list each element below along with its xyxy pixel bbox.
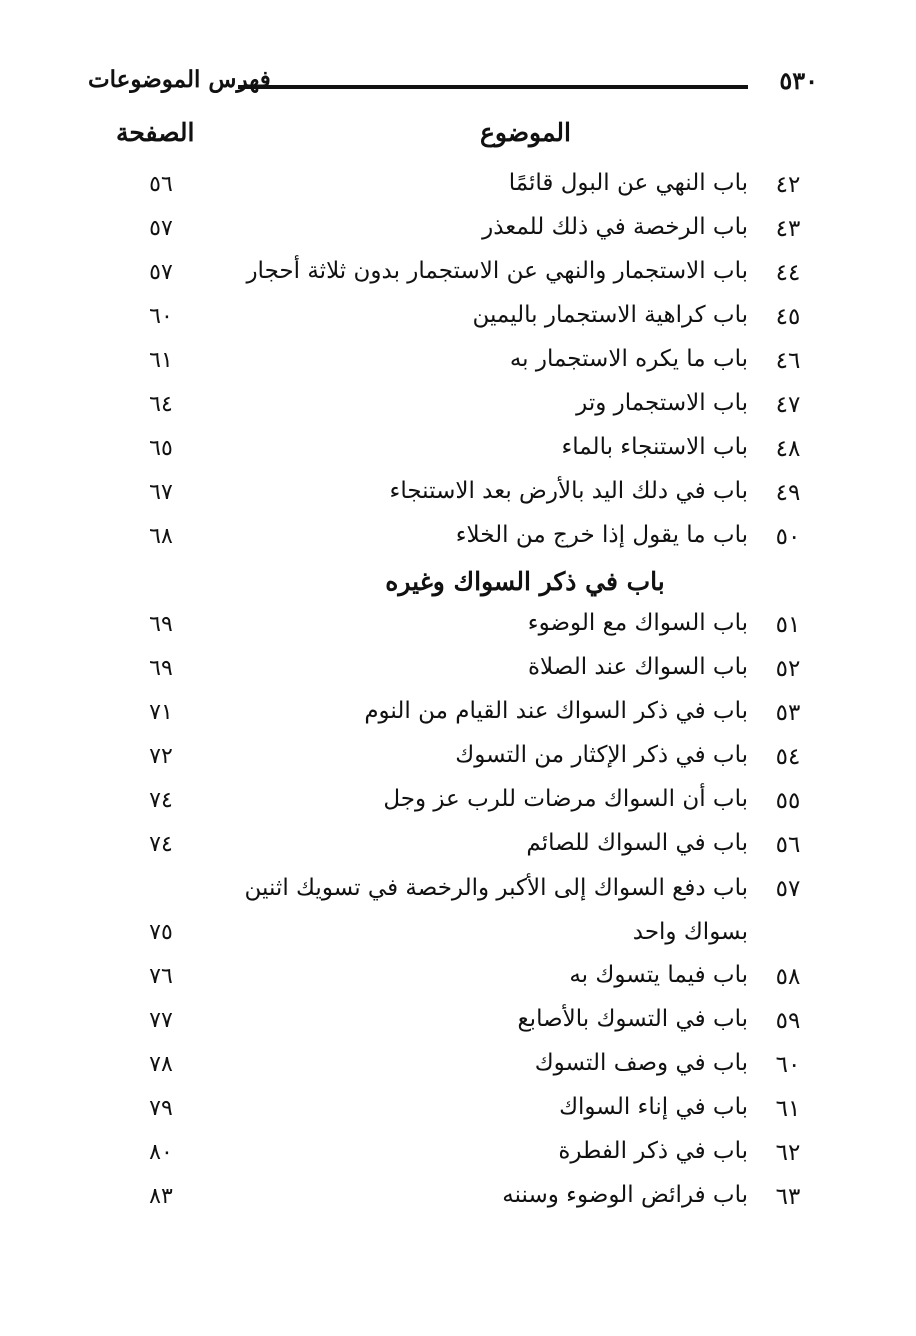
entry-title: باب دفع السواك إلى الأكبر والرخصة في تسويك اثنين بسواك واحد <box>244 875 748 945</box>
entry-row <box>100 1002 820 1046</box>
entry-title: باب الاستنجاء بالماء <box>561 434 748 460</box>
entry-page-number: ٧٥ <box>149 920 173 945</box>
entry-row <box>100 826 820 870</box>
entry-number: ٤٦ <box>775 348 801 374</box>
entry-page-number: ٧٤ <box>149 832 173 857</box>
entry-page-number: ٨٠ <box>149 1140 173 1165</box>
entry-group-2 <box>100 606 820 1222</box>
entry-row <box>100 1046 820 1090</box>
header-title: فهرس الموضوعات <box>88 66 271 93</box>
entry-number: ٥٦ <box>775 832 801 858</box>
entry-number: ٥٩ <box>775 1008 801 1034</box>
entry-row <box>100 1090 820 1134</box>
entry-page-number: ٧٦ <box>149 964 173 989</box>
entry-number: ٤٩ <box>775 480 801 506</box>
entry-title: باب في وصف التسوك <box>534 1050 748 1076</box>
entry-title: باب الاستجمار وتر <box>576 390 748 416</box>
entry-title: باب النهي عن البول قائمًا <box>508 170 748 196</box>
entry-title: باب في السواك للصائم <box>526 830 748 856</box>
entry-title: باب أن السواك مرضات للرب عز وجل <box>383 786 748 812</box>
entry-title: باب الرخصة في ذلك للمعذر <box>482 214 748 240</box>
section-heading: باب في ذكر السواك وغيره <box>385 567 665 596</box>
entry-page-number: ٦٩ <box>149 656 173 681</box>
entry-number: ٦٣ <box>775 1184 801 1210</box>
entry-page-number: ٧٢ <box>149 744 173 769</box>
entry-title: باب الاستجمار والنهي عن الاستجمار بدون ثلاثة أحجار <box>246 258 748 284</box>
entry-title: باب كراهية الاستجمار باليمين <box>472 302 748 328</box>
entry-page-number: ٥٦ <box>149 172 173 197</box>
entry-number: ٥٤ <box>775 744 801 770</box>
entry-number: ٦٢ <box>775 1140 801 1166</box>
entry-number: ٦٠ <box>775 1052 801 1078</box>
entry-number: ٤٨ <box>775 436 801 462</box>
entry-row <box>100 870 820 958</box>
entry-number: ٥٢ <box>775 656 801 682</box>
entry-row <box>100 606 820 650</box>
entry-row <box>100 518 820 562</box>
entry-page-number: ٧٤ <box>149 788 173 813</box>
entry-title: باب في التسوك بالأصابع <box>517 1006 748 1032</box>
running-header <box>88 64 818 104</box>
entry-title: باب في إناء السواك <box>559 1094 748 1120</box>
entry-row <box>100 782 820 826</box>
entry-row <box>100 386 820 430</box>
column-heading-page: الصفحة <box>116 118 195 147</box>
entry-title: باب السواك مع الوضوء <box>527 610 748 636</box>
entry-number: ٥٨ <box>775 964 801 990</box>
entry-row <box>100 254 820 298</box>
contents-list <box>100 166 820 1222</box>
entry-row <box>100 342 820 386</box>
entry-title: باب في ذكر السواك عند القيام من النوم <box>364 698 748 724</box>
entry-row <box>100 210 820 254</box>
entry-row <box>100 298 820 342</box>
entry-page-number: ٥٧ <box>149 216 173 241</box>
entry-row <box>100 694 820 738</box>
entry-title: باب فيما يتسوك به <box>569 962 748 988</box>
entry-page-number: ٨٣ <box>149 1184 173 1209</box>
entry-number: ٥٣ <box>775 700 801 726</box>
entry-page-number: ٦٤ <box>149 392 173 417</box>
entry-page-number: ٧٧ <box>149 1008 173 1033</box>
header-page-number: ٥٣٠ <box>779 66 818 95</box>
entry-page-number: ٧٩ <box>149 1096 173 1121</box>
entry-title: باب في ذكر الفطرة <box>558 1138 748 1164</box>
entry-title: باب في ذكر الإكثار من التسوك <box>455 742 748 768</box>
entry-number: ٥٥ <box>775 788 801 814</box>
entry-page-number: ٦٨ <box>149 524 173 549</box>
entry-row <box>100 738 820 782</box>
entry-row <box>100 650 820 694</box>
column-heading-topic: الموضوع <box>480 118 571 147</box>
entry-page-number: ٦٠ <box>149 304 173 329</box>
entry-row <box>100 1134 820 1178</box>
entry-row <box>100 958 820 1002</box>
entry-row <box>100 430 820 474</box>
entry-title: باب في دلك اليد بالأرض بعد الاستنجاء <box>389 478 748 504</box>
entry-page-number: ٦٧ <box>149 480 173 505</box>
entry-page-number: ٧٨ <box>149 1052 173 1077</box>
entry-page-number: ٦١ <box>149 348 173 373</box>
entry-page-number: ٧١ <box>149 700 173 725</box>
entry-title: باب ما يقول إذا خرج من الخلاء <box>455 522 748 548</box>
entry-number: ٤٣ <box>775 216 801 242</box>
entry-title: باب ما يكره الاستجمار به <box>509 346 748 372</box>
entry-number: ٥١ <box>775 612 801 638</box>
header-rule <box>238 85 748 89</box>
entry-title: باب السواك عند الصلاة <box>528 654 748 680</box>
entry-number: ٤٧ <box>775 392 801 418</box>
entry-title: باب فرائض الوضوء وسننه <box>502 1182 748 1208</box>
entry-group-1 <box>100 166 820 562</box>
entry-row <box>100 474 820 518</box>
entry-page-number: ٦٥ <box>149 436 173 461</box>
entry-page-number: ٥٧ <box>149 260 173 285</box>
entry-number: ٦١ <box>775 1096 801 1122</box>
entry-page-number: ٦٩ <box>149 612 173 637</box>
entry-row <box>100 166 820 210</box>
entry-number: ٤٥ <box>775 304 801 330</box>
entry-row <box>100 1178 820 1222</box>
entry-number: ٤٢ <box>775 172 801 198</box>
entry-number: ٤٤ <box>775 260 801 286</box>
entry-number: ٥٠ <box>775 524 801 550</box>
entry-number: ٥٧ <box>775 876 801 902</box>
